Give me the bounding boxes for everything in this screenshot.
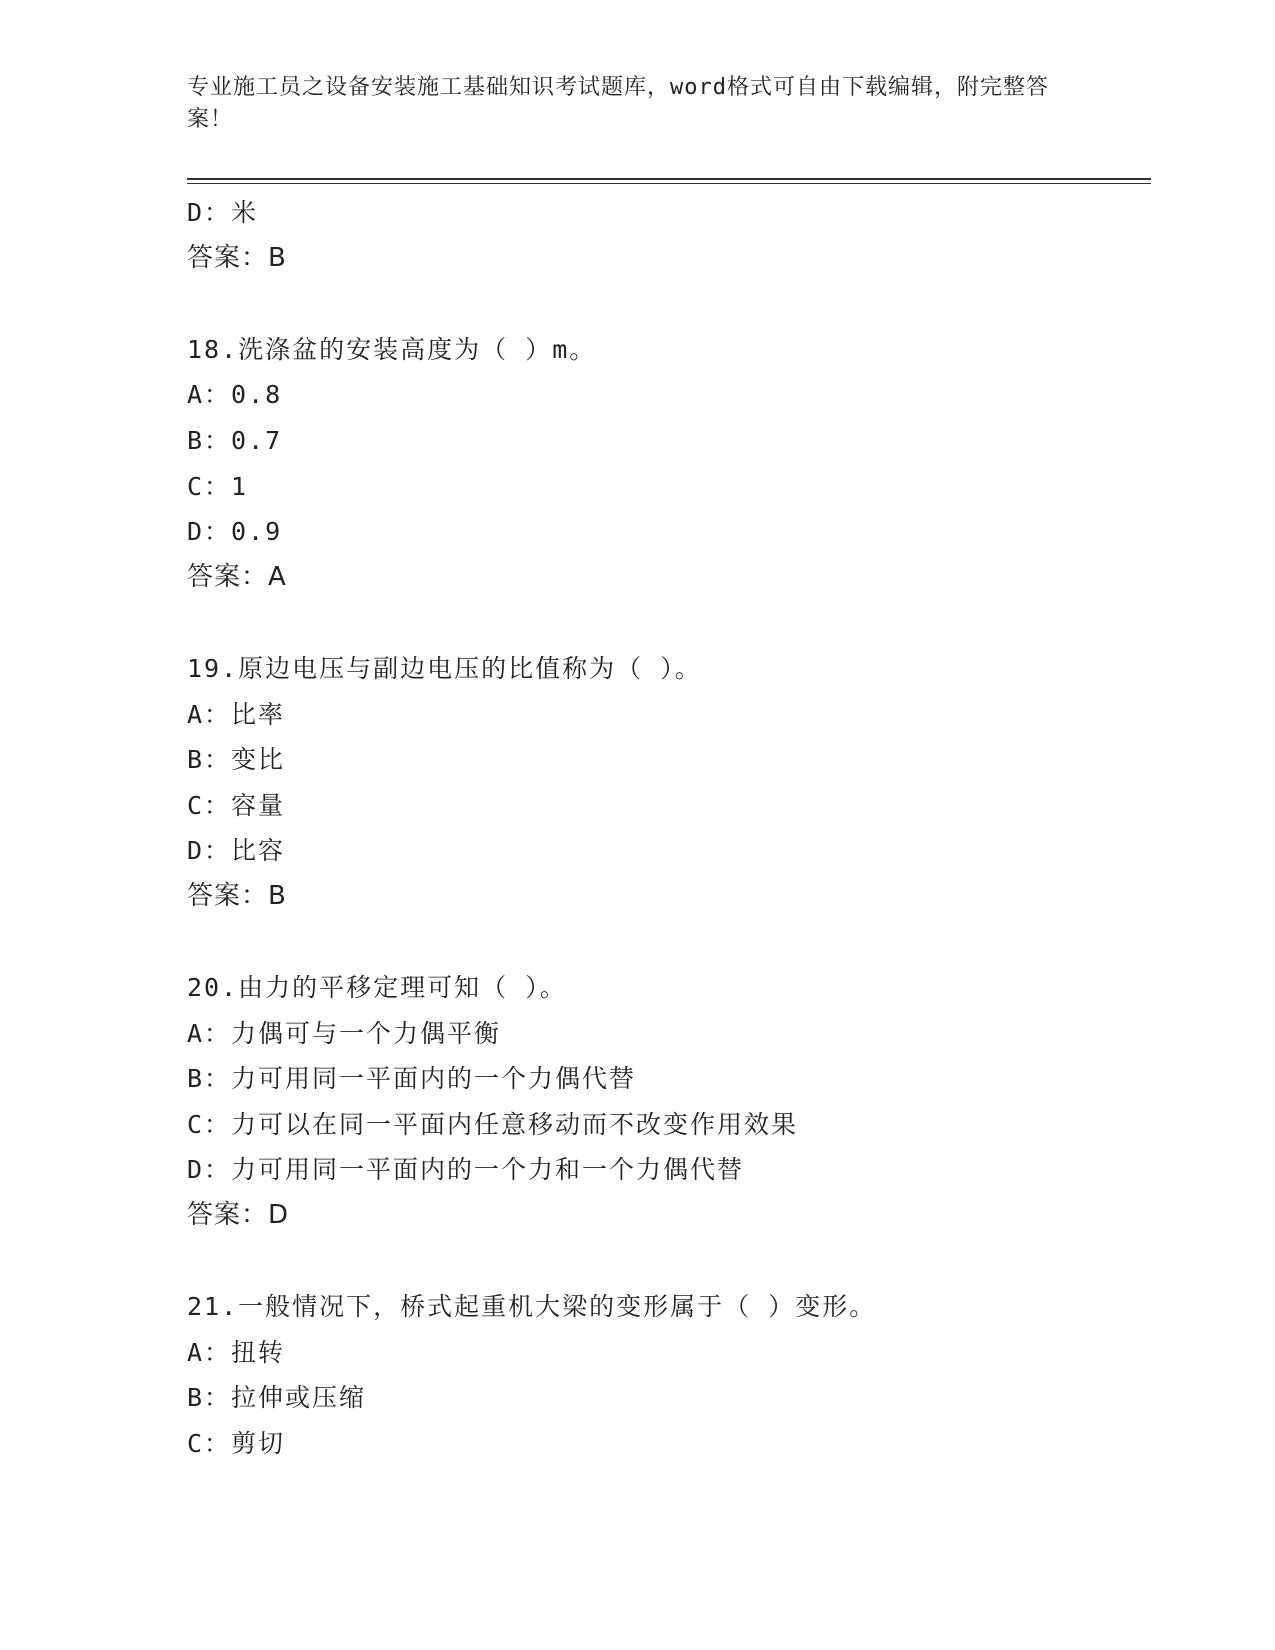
question-21	[187, 1284, 1137, 1466]
spacer	[187, 1239, 1137, 1285]
option-d: D：0.9	[187, 517, 283, 547]
document-header: 专业施工员之设备安装施工基础知识考试题库，word格式可自由下载编辑，附完整答案！	[187, 75, 1049, 132]
question-19	[187, 646, 1137, 920]
option-d: D：米	[187, 198, 259, 227]
question-stem: 20.由力的平移定理可知（ ）。	[187, 973, 567, 1003]
question-stem: 18.洗涤盆的安装高度为（ ）m。	[187, 334, 597, 364]
option-a: A：力偶可与一个力偶平衡	[187, 1018, 502, 1048]
option-b: B：拉伸或压缩	[187, 1383, 367, 1413]
spacer	[187, 600, 1137, 646]
option-a: A：比率	[187, 699, 286, 729]
question-20	[187, 965, 1137, 1239]
option-c: C：1	[187, 471, 249, 501]
option-b: B：力可用同一平面内的一个力偶代替	[187, 1064, 637, 1094]
option-a: A：扭转	[187, 1337, 286, 1367]
answer: 答案：D	[187, 1200, 290, 1231]
option-a: A：0.8	[187, 380, 283, 410]
option-d: D：力可用同一平面内的一个力和一个力偶代替	[187, 1155, 745, 1185]
answer: 答案：A	[187, 561, 287, 592]
option-c: C：剪切	[187, 1429, 286, 1459]
answer: 答案：B	[187, 242, 287, 273]
question-stem: 21.一般情况下，桥式起重机大梁的变形属于（ ）变形。	[187, 1292, 877, 1322]
option-d: D：比容	[187, 836, 286, 866]
answer: 答案：B	[187, 880, 287, 911]
option-c: C：力可以在同一平面内任意移动而不改变作用效果	[187, 1109, 799, 1139]
option-b: B：0.7	[187, 425, 283, 455]
header-divider-thin	[187, 183, 1151, 184]
option-c: C：容量	[187, 790, 286, 820]
header-divider-thick	[187, 178, 1151, 180]
spacer	[187, 281, 1137, 327]
question-18	[187, 327, 1137, 601]
question-list	[187, 190, 1137, 1467]
question-stem: 19.原边电压与副边电压的比值称为（ ）。	[187, 653, 702, 683]
spacer	[187, 920, 1137, 966]
option-b: B：变比	[187, 745, 286, 775]
